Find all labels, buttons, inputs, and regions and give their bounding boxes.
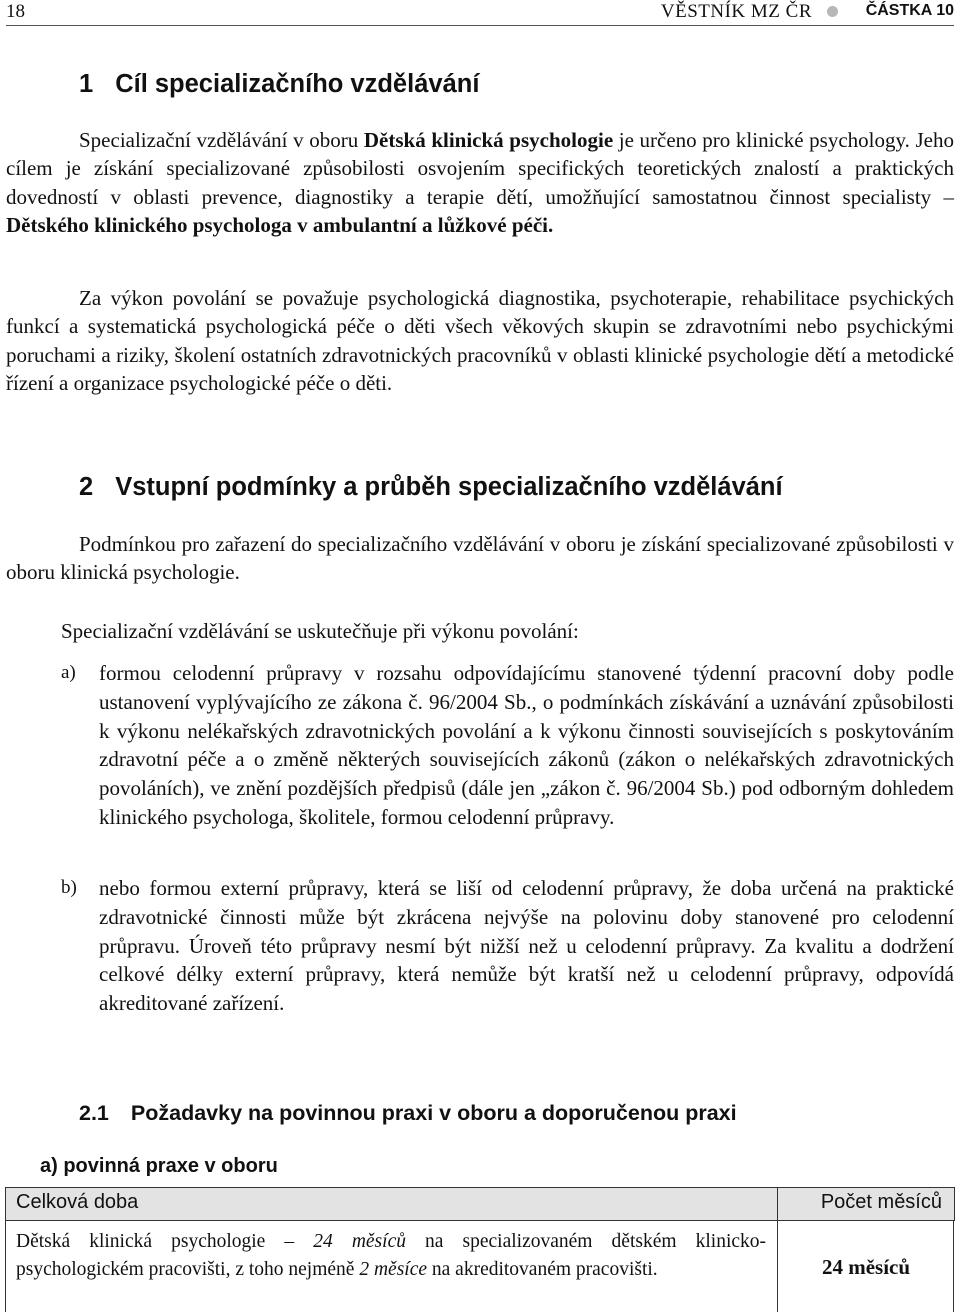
page-number: 18 <box>6 1 25 22</box>
list-item-text: nebo formou externí průpravy, která se liší od celodenní průpravy, že doba určená na praktické zdravotnické činnosti může být zkrácena nejvýše na polovinu doby stanovené pro celodenní průpravu. Úroveň této průpravy nesmí být nižší než u celodenní průpravy. Za kvalitu a dodržení celkové délky externí průpravy, která nemůže být kratší než u celodenní průpravy, odpovídá akreditované zařízení. <box>99 876 954 1016</box>
table-header-row <box>5 1187 955 1221</box>
subsection-a-heading: a) povinná praxe v oboru <box>40 1155 278 1177</box>
practice-table <box>5 1187 955 1312</box>
text-run: Specializační vzdělávání v oboru <box>79 128 364 152</box>
column-divider <box>777 1187 778 1312</box>
section-1-heading <box>79 70 479 99</box>
page-header <box>6 0 954 26</box>
text-run: na akreditovaném pracovišti. <box>427 1258 658 1280</box>
list-item-text: formou celodenní průpravy v rozsahu odpovídajícímu stanovené týdenní pracovní doby podle ustanovení vyplývajícího ze zákona č. 96/2004 Sb., o podmínkách získávání a uznávání způsobilosti k výkonu nelékařských zdravotnických povolání a k výkonu činnosti souvisejících s poskytováním zdravotní péče a o změně některých souvisejících zákonů (zákon o nelékařských zdravotnických povoláních), ve znění pozdějších předpisů (dále jen „zákon č. 96/2004 Sb.) pod odborným dohledem klinického psychologa, školitele, formou celodenní průpravy. <box>99 661 954 829</box>
section-2-number: 2 <box>79 473 94 501</box>
part-label: ČÁSTKA 10 <box>865 2 954 19</box>
text-run: Dětská klinická psychologie – <box>16 1231 314 1252</box>
text-run: je určeno pro klinické psychology. Jeho cílem je získání specializované způsobilosti osvojením specifických teoretických znalostí a praktických dovedností v oblasti prevence, diagnostiky a terapie dětí, umožňující samostatnou činnost specialisty – <box>6 128 955 209</box>
journal-title: VĚSTNÍK MZ ČR <box>660 1 812 22</box>
section-2-heading <box>79 473 783 502</box>
text-run: na specializovaném dětském klinicko-psychologickém pracovišti, z toho nejméně <box>16 1231 767 1280</box>
section-1-paragraph-2: Za výkon povolání se považuje psychologická diagnostika, psychoterapie, rehabilitace psychických funkcí a systematická psychologická péče o děti všech věkových skupin se zdravotními nebo psychickými poruchami a riziky, školení ostatních zdravotnických pracovníků v oblasti klinické psychologie dětí a metodické řízení a organizace psychologické péče o děti. <box>6 286 954 396</box>
list-item-label: a) <box>61 662 76 683</box>
bold-run: Dětská klinická psychologie <box>363 128 614 152</box>
table-header-months: Počet měsíců <box>820 1191 942 1213</box>
section-2-paragraph-2: Specializační vzdělávání se uskutečňuje při výkonu povolání: <box>61 619 579 643</box>
section-2-1-title: Požadavky na povinnou praxi v oboru a doporučenou praxi <box>130 1101 737 1125</box>
section-1-paragraph-1 <box>6 126 954 240</box>
section-2-paragraph-1: Podmínkou pro zařazení do specializačního vzdělávání v oboru je získání specializované způsobilosti v oboru klinická psychologie. <box>6 532 954 585</box>
bold-run: Dětského klinického psychologa v ambulantní a lůžkové péči. <box>6 213 554 238</box>
list-item-label: b) <box>61 877 77 898</box>
section-2-title: Vstupní podmínky a průběh specializačního vzdělávání <box>115 473 783 501</box>
italic-run: 2 měsíce <box>359 1258 428 1280</box>
table-border-left <box>5 1220 6 1312</box>
section-2-1-number: 2.1 <box>79 1101 109 1125</box>
bullet-dot-icon <box>827 6 838 17</box>
section-1-number: 1 <box>79 70 94 98</box>
table-cell-description <box>16 1228 766 1283</box>
table-header-total-duration: Celková doba <box>16 1191 139 1213</box>
section-2-1-heading <box>79 1101 737 1126</box>
italic-run: 24 měsíců <box>313 1231 406 1252</box>
table-cell-months: 24 měsíců <box>821 1255 911 1279</box>
section-1-title: Cíl specializačního vzdělávání <box>115 70 480 98</box>
